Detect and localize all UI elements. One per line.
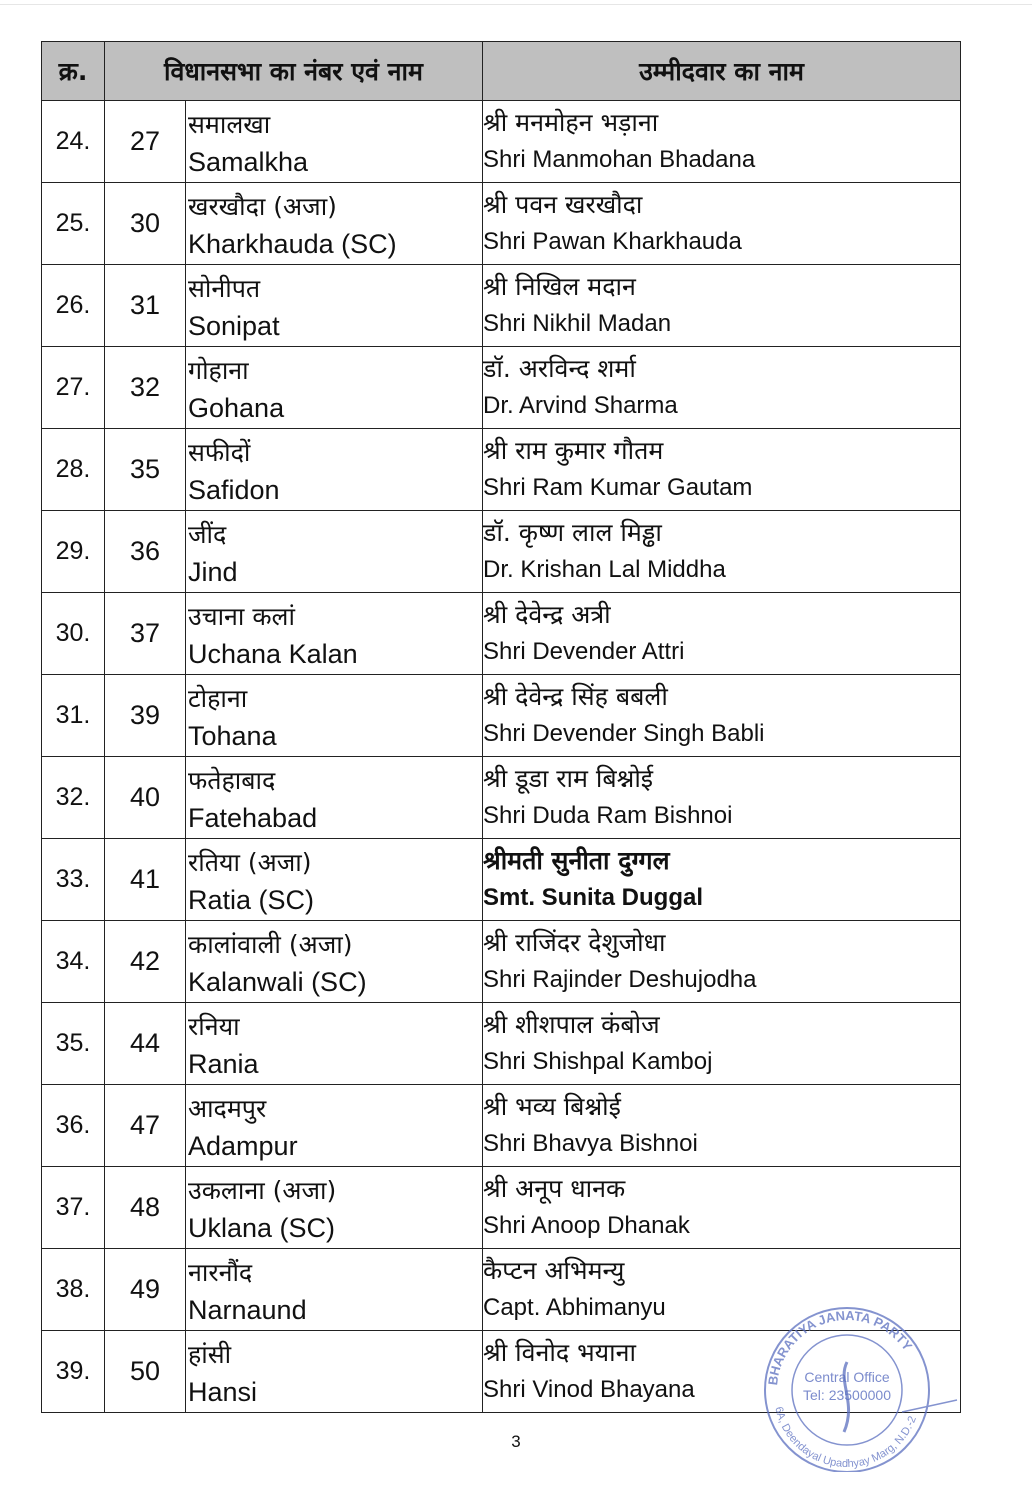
cell-divider [185,921,186,1002]
table-row [42,511,961,593]
candidate-cell [483,757,961,839]
constituency-cell [105,265,483,347]
constituency-cell [105,593,483,675]
svg-text:BHARATIYA JANATA PARTY: BHARATIYA JANATA PARTY [765,1307,916,1387]
constituency-number: 32 [129,372,161,402]
table-row [42,757,961,839]
constituency-names [188,1337,478,1411]
table-row [42,839,961,921]
constituency-name-hindi: उचाना कलां [188,602,295,631]
table-row [42,347,961,429]
candidate-name-english: Shri Nikhil Madan [483,309,672,337]
constituency-name-english: Adampur [188,1131,298,1161]
constituency-cell [105,183,483,265]
cell-divider [185,839,186,920]
candidate-name-hindi: डॉ. कृष्ण लाल मिड्ढा [483,517,662,547]
constituency-names [188,107,478,181]
candidate-name-hindi: श्री मनमोहन भड़ाना [483,107,659,137]
constituency-cell [105,347,483,429]
candidate-name-hindi: श्री भव्य बिश्नोई [483,1091,621,1121]
table-header-row [42,42,961,101]
serial-number: 31. [42,675,105,757]
constituency-cell [105,921,483,1003]
header-candidate: उम्मीदवार का नाम [483,42,961,101]
constituency-cell [105,1085,483,1167]
constituency-cell [105,757,483,839]
constituency-names [188,189,478,263]
svg-text:Tel: 23500000: Tel: 23500000 [803,1387,891,1403]
constituency-number: 50 [129,1356,161,1386]
cell-divider [185,1167,186,1248]
constituency-name-hindi: सोनीपत [188,274,261,303]
cell-divider [185,183,186,264]
candidate-cell [483,265,961,347]
constituency-cell [105,675,483,757]
cell-divider [185,675,186,756]
constituency-name-english: Gohana [188,393,285,423]
candidate-table [41,41,961,1413]
table-row [42,1167,961,1249]
constituency-number: 39 [129,700,161,730]
constituency-names [188,845,478,919]
constituency-number: 48 [129,1192,161,1222]
constituency-name-english: Fatehabad [188,803,318,833]
candidate-cell [483,921,961,1003]
constituency-number: 31 [129,290,161,320]
candidate-name-english: Dr. Arvind Sharma [483,391,678,419]
table-row [42,183,961,265]
page-number: 3 [511,1432,521,1451]
constituency-name-hindi: उकलाना (अजा) [188,1176,337,1205]
candidate-cell [483,839,961,921]
constituency-names [188,1255,478,1329]
constituency-name-english: Samalkha [188,147,309,177]
svg-text:Central Office: Central Office [804,1369,890,1385]
candidate-cell [483,429,961,511]
constituency-name-english: Sonipat [188,311,280,341]
constituency-cell [105,511,483,593]
candidate-name-english: Capt. Abhimanyu [483,1293,666,1321]
candidate-cell [483,183,961,265]
cell-divider [185,1003,186,1084]
candidate-name-english: Shri Vinod Bhayana [483,1375,695,1403]
table-row [42,265,961,347]
candidate-name-hindi: श्रीमती सुनीता दुग्गल [483,845,670,875]
cell-divider [185,593,186,674]
candidate-name-english: Shri Rajinder Deshujodha [483,965,757,993]
table-row [42,1003,961,1085]
constituency-name-hindi: समालखा [188,110,271,139]
candidate-name-hindi: श्री शीशपाल कंबोज [483,1009,660,1039]
candidate-name-hindi: श्री राम कुमार गौतम [483,435,664,465]
candidate-cell [483,101,961,183]
serial-number: 25. [42,183,105,265]
constituency-name-hindi: जींद [188,520,227,549]
candidate-name-english: Smt. Sunita Duggal [483,883,704,911]
candidate-name-english: Shri Pawan Kharkhauda [483,227,742,255]
candidate-cell [483,1167,961,1249]
serial-number: 36. [42,1085,105,1167]
constituency-name-english: Kalanwali (SC) [188,967,367,997]
candidate-name-hindi: श्री डूडा राम बिश्नोई [483,763,654,793]
constituency-cell [105,1249,483,1331]
constituency-number: 47 [129,1110,161,1140]
candidate-name-english: Shri Ram Kumar Gautam [483,473,753,501]
constituency-number: 49 [129,1274,161,1304]
serial-number: 37. [42,1167,105,1249]
serial-number: 34. [42,921,105,1003]
constituency-names [188,353,478,427]
constituency-name-english: Jind [188,557,238,587]
constituency-number: 40 [129,782,161,812]
constituency-name-hindi: रनिया [188,1012,240,1041]
candidate-name-hindi: श्री पवन खरखौदा [483,189,643,219]
candidate-name-english: Shri Devender Singh Babli [483,719,765,747]
serial-number: 29. [42,511,105,593]
table-row [42,593,961,675]
table-row [42,429,961,511]
constituency-names [188,1173,478,1247]
constituency-names [188,435,478,509]
constituency-name-hindi: हांसी [188,1340,232,1369]
constituency-name-english: Kharkhauda (SC) [188,229,397,259]
constituency-name-hindi: रतिया (अजा) [188,848,312,877]
candidate-name-hindi: कैप्टन अभिमन्यु [483,1255,625,1285]
constituency-names [188,271,478,345]
serial-number: 38. [42,1249,105,1331]
serial-number: 27. [42,347,105,429]
table-row [42,1085,961,1167]
cell-divider [185,511,186,592]
header-constituency: विधानसभा का नंबर एवं नाम [105,42,483,101]
constituency-number: 35 [129,454,161,484]
serial-number: 28. [42,429,105,511]
constituency-name-hindi: नारनौंद [188,1258,253,1287]
cell-divider [185,1085,186,1166]
candidate-name-hindi: श्री देवेन्द्र सिंह बबली [483,681,668,711]
candidate-name-hindi: श्री देवेन्द्र अत्री [483,599,611,629]
candidate-cell [483,347,961,429]
serial-number: 39. [42,1331,105,1413]
constituency-names [188,599,478,673]
candidate-name-english: Shri Shishpal Kamboj [483,1047,713,1075]
candidate-name-hindi: श्री अनूप धानक [483,1173,626,1203]
constituency-name-english: Ratia (SC) [188,885,315,915]
candidate-name-hindi: श्री राजिंदर देशुजोधा [483,927,666,957]
candidate-name-english: Shri Anoop Dhanak [483,1211,690,1239]
candidate-name-english: Shri Manmohan Bhadana [483,145,756,173]
candidate-cell [483,1085,961,1167]
cell-divider [185,101,186,182]
constituency-names [188,681,478,755]
cell-divider [185,757,186,838]
constituency-number: 36 [129,536,161,566]
constituency-number: 37 [129,618,161,648]
constituency-name-hindi: कालांवाली (अजा) [188,930,353,959]
constituency-name-hindi: आदमपुर [188,1094,267,1123]
cell-divider [185,1331,186,1412]
serial-number: 33. [42,839,105,921]
candidate-cell [483,511,961,593]
candidate-name-hindi: डॉ. अरविन्द शर्मा [483,353,636,383]
serial-number: 30. [42,593,105,675]
constituency-name-hindi: टोहाना [188,684,248,713]
header-serial: क्र. [42,42,105,101]
serial-number: 35. [42,1003,105,1085]
candidate-cell [483,1003,961,1085]
serial-number: 32. [42,757,105,839]
constituency-name-hindi: सफीदों [188,438,251,467]
serial-number: 24. [42,101,105,183]
constituency-name-hindi: खरखौदा (अजा) [188,192,337,221]
candidate-name-english: Dr. Krishan Lal Middha [483,555,726,583]
candidate-name-english: Shri Bhavya Bishnoi [483,1129,698,1157]
serial-number: 26. [42,265,105,347]
constituency-cell [105,1167,483,1249]
candidate-name-english: Shri Duda Ram Bishnoi [483,801,733,829]
cell-divider [185,429,186,510]
constituency-name-english: Safidon [188,475,280,505]
constituency-names [188,1009,478,1083]
top-rule [0,4,1032,5]
constituency-number: 27 [129,126,161,156]
cell-divider [185,347,186,428]
constituency-name-english: Tohana [188,721,277,751]
constituency-number: 30 [129,208,161,238]
constituency-name-english: Narnaund [188,1295,307,1325]
candidate-name-hindi: श्री विनोद भयाना [483,1337,636,1367]
svg-text:6A, Deendayal Upadhyay Marg, N: 6A, Deendayal Upadhyay Marg, N.D.-2 [772,1405,919,1471]
cell-divider [185,1249,186,1330]
table-row [42,675,961,757]
constituency-name-english: Rania [188,1049,259,1079]
candidate-name-hindi: श्री निखिल मदान [483,271,636,301]
constituency-cell [105,101,483,183]
constituency-cell [105,1003,483,1085]
constituency-name-english: Hansi [188,1377,258,1407]
constituency-cell [105,839,483,921]
constituency-names [188,1091,478,1165]
cell-divider [185,265,186,346]
constituency-names [188,763,478,837]
constituency-names [188,927,478,1001]
party-seal-stamp [752,1302,962,1472]
constituency-names [188,517,478,591]
candidate-name-english: Shri Devender Attri [483,637,685,665]
constituency-name-english: Uchana Kalan [188,639,358,669]
table-row [42,101,961,183]
constituency-name-hindi: फतेहाबाद [188,766,276,795]
candidate-cell [483,675,961,757]
constituency-cell [105,1331,483,1413]
constituency-number: 44 [129,1028,161,1058]
candidate-cell [483,593,961,675]
constituency-name-hindi: गोहाना [188,356,249,385]
constituency-cell [105,429,483,511]
constituency-number: 42 [129,946,161,976]
constituency-name-english: Uklana (SC) [188,1213,336,1243]
table-row [42,921,961,1003]
constituency-number: 41 [129,864,161,894]
